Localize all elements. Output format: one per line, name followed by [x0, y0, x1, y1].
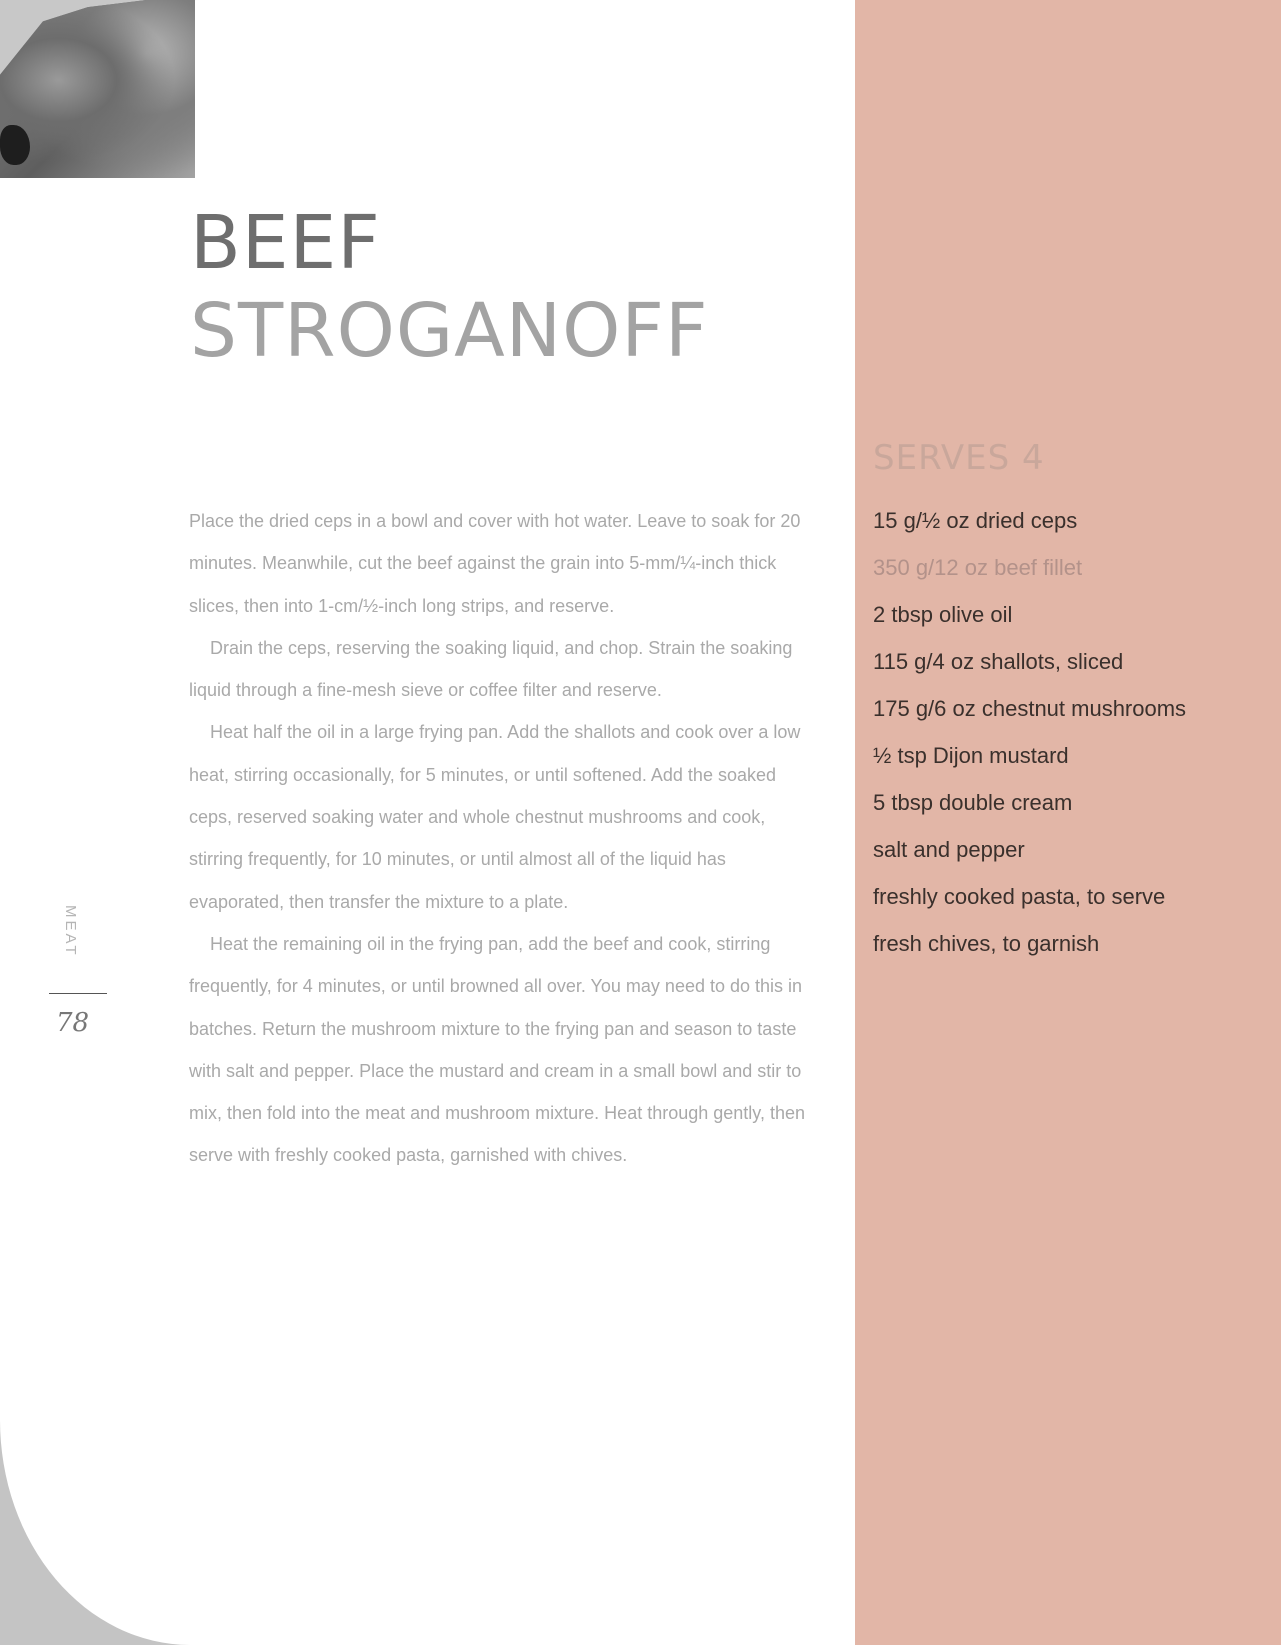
ingredient-item: 2 tbsp olive oil: [873, 602, 1013, 627]
ingredient-item: 115 g/4 oz shallots, sliced: [873, 649, 1124, 674]
method-text: [189, 500, 809, 1177]
method-paragraph: Drain the ceps, reserving the soaking liquid, and chop. Strain the soaking liquid through a fine-mesh sieve or coffee filter and reserve.: [189, 637, 793, 701]
ingredient-item: 5 tbsp double cream: [873, 790, 1073, 815]
ingredient-item: freshly cooked pasta, to serve: [873, 884, 1166, 909]
photo-dark-spot: [0, 125, 30, 165]
ingredient-item: fresh chives, to garnish: [873, 931, 1100, 956]
ingredient-item: 175 g/6 oz chestnut mushrooms: [873, 696, 1187, 721]
page-number: 78: [56, 1008, 90, 1038]
method-paragraph: Heat the remaining oil in the frying pan, add the beef and cook, stirring frequently, for 4 minutes, or until browned all over. You may need to do this in batches. Return the mushroom mixture to the frying pan and season to taste with salt and pepper. Place the mustard and cream in a small bowl and stir to mix, then fold into the meat and mushroom mixture. Heat through gently, then serve with freshly cooked pasta, garnished with chives.: [189, 933, 805, 1166]
recipe-title-line2: STROGANOFF: [190, 288, 709, 374]
section-label: MEAT: [62, 905, 79, 958]
ingredient-item: 15 g/½ oz dried ceps: [873, 508, 1078, 533]
ingredient-list: [873, 503, 1186, 973]
ingredient-item: 350 g/12 oz beef fillet: [873, 555, 1083, 580]
ingredient-item: ½ tsp Dijon mustard: [873, 743, 1069, 768]
method-paragraph: Heat half the oil in a large frying pan. Add the shallots and cook over a low heat, stirring occasionally, for 5 minutes, or until softened. Add the soaked ceps, reserved soaking water and whole chestnut mushrooms and cook, stirring frequently, for 10 minutes, or until almost all of the liquid has evaporated, then transfer the mixture to a plate.: [189, 722, 801, 912]
serves-heading: SERVES 4: [873, 438, 1045, 478]
recipe-title-line1: BEEF: [190, 200, 381, 286]
page-number-rule: [49, 993, 107, 994]
ingredient-item: salt and pepper: [873, 837, 1025, 862]
method-paragraph: Place the dried ceps in a bowl and cover with hot water. Leave to soak for 20 minutes. Meanwhile, cut the beef against the grain into 5-mm/¼-inch thick slices, then into 1-cm/½-inch long strips, and reserve.: [189, 511, 801, 616]
